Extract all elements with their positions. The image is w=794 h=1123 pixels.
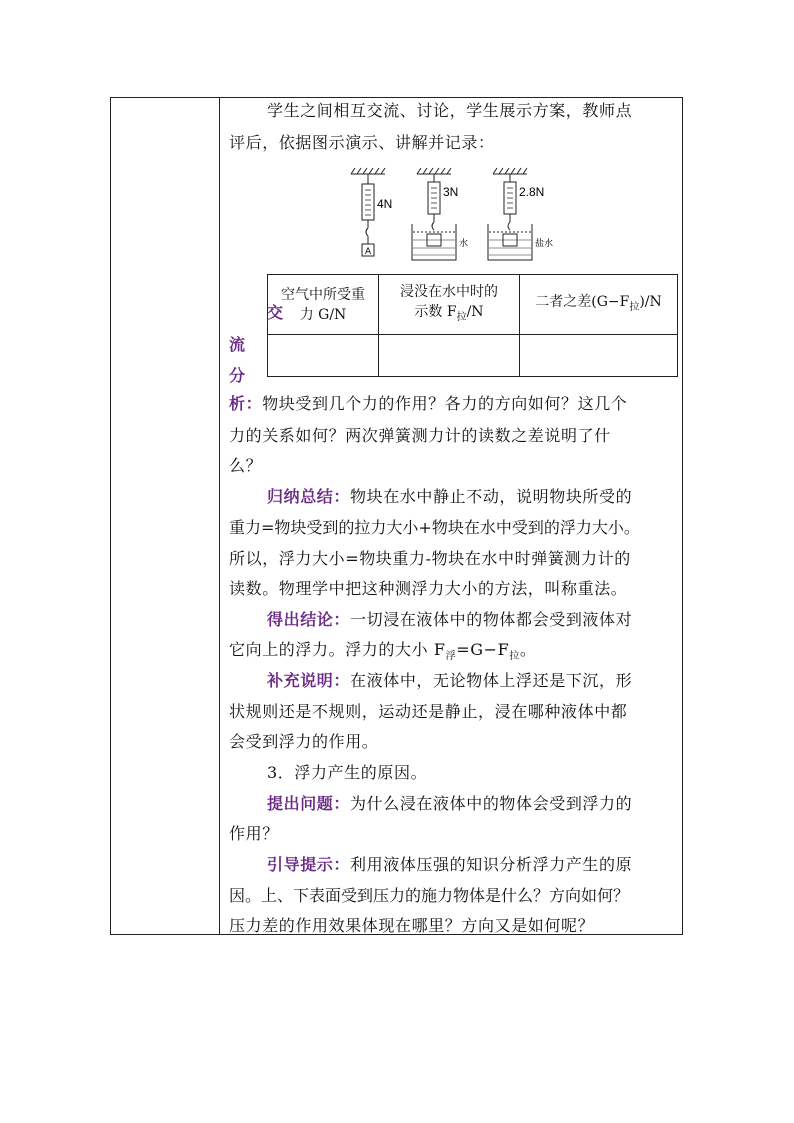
block-label: A — [365, 247, 372, 257]
summary-line-2: 重力=物块受到的拉力大小+物块在水中受到的浮力大小。 — [229, 518, 640, 537]
reading-salt: 2.8N — [519, 185, 545, 199]
question-line-2: 作用？ — [229, 824, 279, 843]
column-divider — [219, 98, 220, 934]
question-line-1: 提出问题：为什么浸在液体中的物体会受到浮力的 — [267, 794, 633, 813]
conclusion-line-1: 得出结论：一切浸在液体中的物体都会受到液体对 — [267, 610, 633, 629]
analysis-line-1: 析：物块受到几个力的作用？各力的方向如何？这几个 — [229, 394, 628, 413]
hint-line-3: 压力差的作用效果体现在哪里？方向又是如何呢？ — [229, 916, 595, 935]
header-gravity: 空气中所受重 力 G/N — [268, 275, 379, 335]
salt-water-label: 盐水 — [535, 239, 554, 249]
supplement-line-1: 补充说明：在液体中，无论物体上浮还是下沉，形 — [267, 671, 633, 690]
analysis-line-2: 力的关系如何？两次弹簧测力计的读数之差说明了什 — [229, 426, 611, 445]
summary-line-1: 归纳总结：物块在水中静止不动，说明物块所受的 — [267, 487, 633, 506]
header-reading: 浸没在水中时的 示数 $F_拉/N$ — [379, 275, 520, 335]
summary-line-3: 所以，浮力大小=物块重力-物块在水中时弹簧测力计的 — [229, 549, 631, 568]
cell-reading[interactable] — [379, 335, 520, 377]
hint-line-1: 引导提示：利用液体压强的知识分析浮力产生的原 — [267, 855, 633, 874]
header-difference: 二者之差$(G-F_拉)/N$ — [520, 275, 678, 335]
reading-water: 3N — [443, 185, 459, 199]
hint-line-2: 因。上、下表面受到压力的施力物体是什么？方向如何？ — [229, 886, 630, 905]
cell-difference[interactable] — [520, 335, 678, 377]
cell-gravity[interactable] — [268, 335, 379, 377]
water-label: 水 — [459, 239, 469, 249]
analysis-line-3: 么？ — [229, 456, 263, 475]
reading-air: 4N — [377, 197, 393, 211]
side-label-liu: 流 — [229, 335, 246, 354]
intro-line-1: 学生之间相互交流、讨论，学生展示方案，教师点 — [267, 101, 633, 120]
intro-line-2: 评后，依据图示演示、讲解并记录： — [229, 133, 495, 152]
conclusion-line-2: 它向上的浮力。浮力的大小 $F_浮=G-F_拉$。 — [229, 640, 537, 663]
side-label-fen: 分 — [229, 366, 246, 385]
lesson-table-cell — [110, 97, 683, 935]
spring-scale-figure — [347, 162, 567, 272]
section-3-heading: 3．浮力产生的原因。 — [267, 763, 428, 782]
side-label-jiao: 交 — [267, 303, 284, 322]
summary-line-4: 读数。物理学中把这种测浮力大小的方法，叫称重法。 — [229, 579, 628, 598]
supplement-line-3: 会受到浮力的作用。 — [229, 732, 379, 751]
record-table — [267, 274, 678, 377]
supplement-line-2: 状规则还是不规则，运动还是静止，浸在哪种液体中都 — [229, 702, 628, 721]
